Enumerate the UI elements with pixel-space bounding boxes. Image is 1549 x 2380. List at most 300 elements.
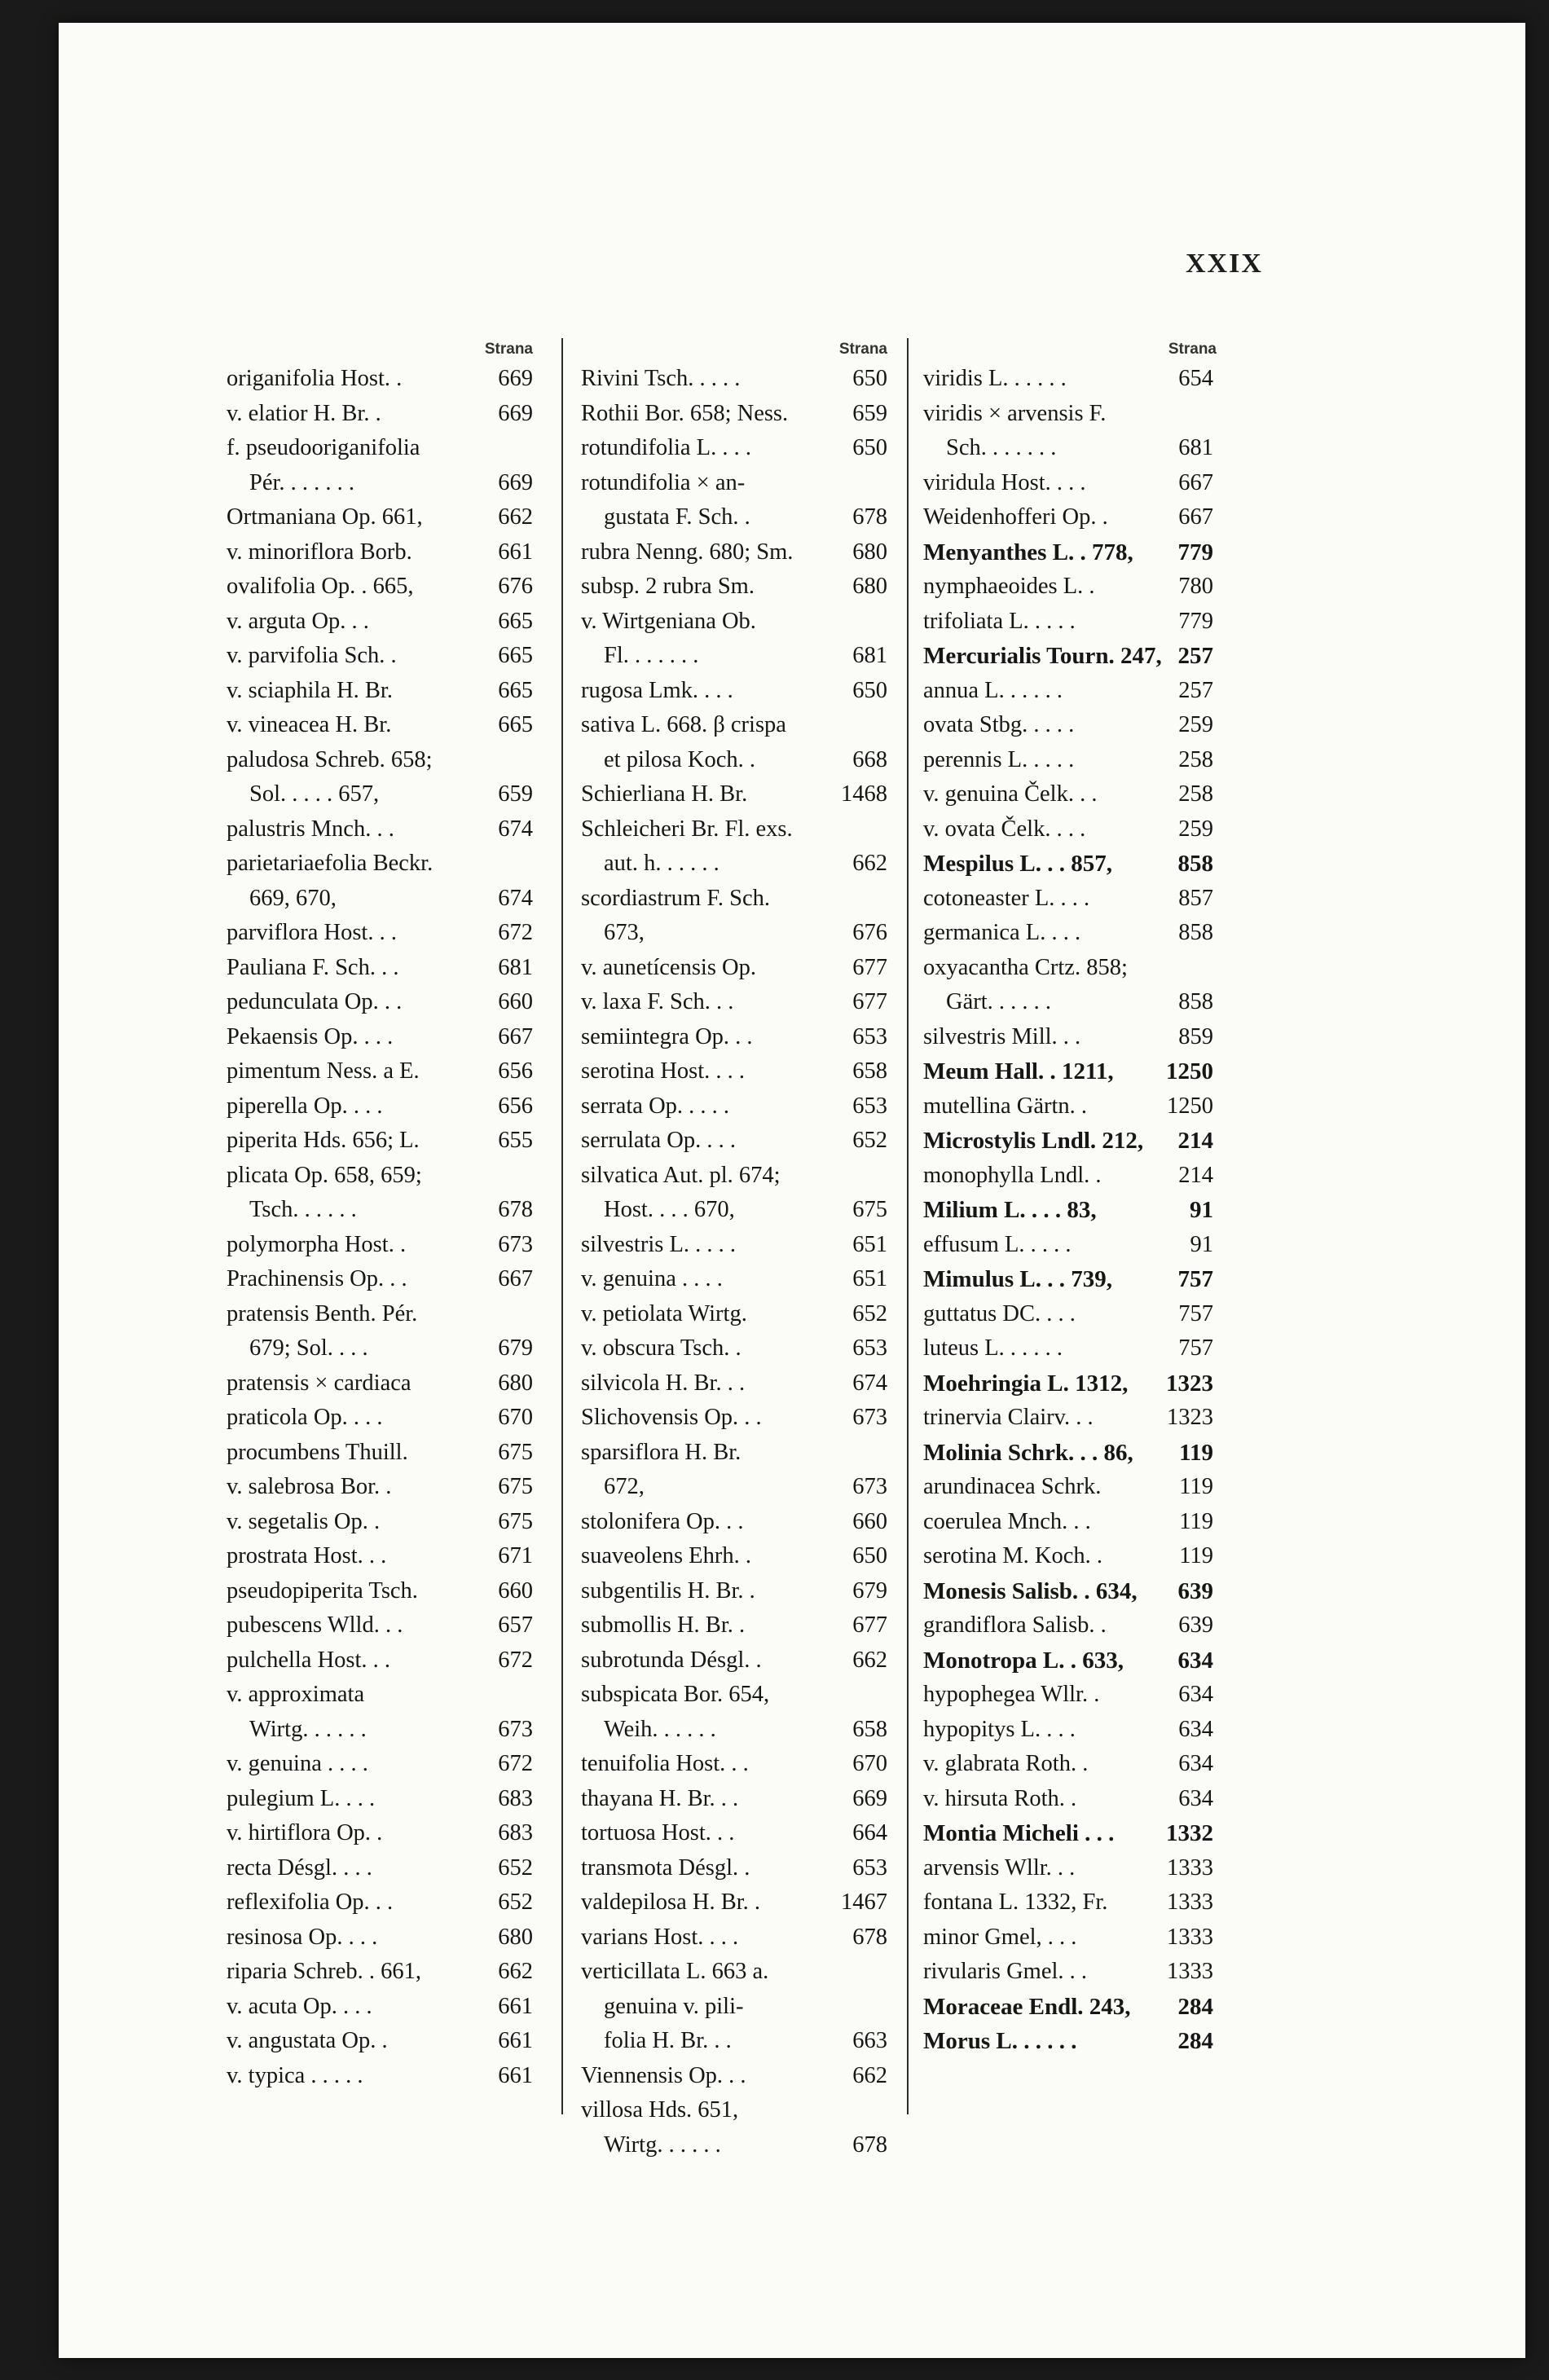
entry-name: rubra Nenng. 680; Sm. (581, 539, 794, 565)
entry-name: v. elatior H. Br. . (227, 400, 381, 426)
entry-name: plicata Op. 658, 659; (227, 1162, 422, 1188)
entry-name: ovalifolia Op. . 665, (227, 574, 414, 599)
entry-name: pseudopiperita Tsch. (227, 1577, 418, 1604)
entry-name: serotina Host. . . . (581, 1058, 746, 1084)
entry-name: Schierliana H. Br. (581, 781, 748, 807)
entry-name: cotoneaster L. . . . (923, 885, 1090, 911)
entry-name: Weih. . . . . . (604, 1716, 716, 1742)
entry-name: piperita Hds. 656; L. (227, 1128, 420, 1153)
entry-page-number: 683 (498, 1785, 533, 1811)
column-header: Strana (1168, 341, 1217, 358)
index-entry (581, 985, 891, 1020)
entry-name: v. parvifolia Sch. . (227, 643, 397, 668)
entry-name: Weidenhofferi Op. . (923, 504, 1108, 530)
entry-page-number: 678 (498, 1197, 533, 1222)
entry-name: Montia Micheli . . . (923, 1820, 1115, 1846)
entry-page-number: 680 (498, 1370, 533, 1396)
entry-name: v. genuina . . . . (581, 1266, 723, 1291)
entry-page-number: 1332 (1166, 1820, 1213, 1846)
entry-name: Ortmaniana Op. 661, (227, 504, 423, 530)
entry-page-number: 660 (498, 1577, 533, 1604)
entry-name: hypopitys L. . . . (923, 1716, 1076, 1742)
index-entry (581, 1816, 891, 1851)
entry-name: v. laxa F. Sch. . . (581, 989, 734, 1014)
index-entry (923, 605, 1217, 640)
entry-name: luteus L. . . . . . (923, 1335, 1063, 1361)
entry-name: transmota Désgl. . (581, 1854, 750, 1881)
index-entry (227, 882, 536, 917)
index-entry (923, 466, 1217, 501)
index-entry (581, 1851, 891, 1886)
entry-name: submollis H. Br. . (581, 1612, 746, 1638)
index-entry (581, 882, 891, 917)
entry-name: Viennensis Op. . . (581, 2062, 746, 2088)
index-entry (581, 1782, 891, 1817)
index-entry (227, 1020, 536, 1055)
entry-name: effusum L. . . . . (923, 1231, 1072, 1257)
index-entry (923, 1228, 1217, 1263)
entry-name: v. sciaphila H. Br. (227, 677, 393, 703)
entry-name: pulchella Host. . . (227, 1647, 391, 1673)
index-entry (923, 1020, 1217, 1055)
entry-name: guttatus DC. . . . (923, 1300, 1076, 1326)
entry-page-number: 284 (1177, 1993, 1213, 2020)
entry-page-number: 665 (498, 712, 533, 737)
entry-name: mutellina Gärtn. . (923, 1093, 1088, 1119)
entry-name: v. genuina . . . . (227, 1751, 368, 1776)
entry-page-number: 671 (498, 1543, 533, 1568)
entry-name: monophylla Lndl. . (923, 1162, 1102, 1188)
entry-page-number: 680 (852, 539, 887, 565)
entry-name: Rothii Bor. 658; Ness. (581, 400, 789, 426)
entry-page-number: 670 (498, 1405, 533, 1430)
index-entry (227, 1885, 536, 1920)
entry-name: Menyanthes L. . 778, (923, 539, 1133, 565)
entry-name: 669, 670, (249, 885, 337, 911)
entry-name: pubescens Wlld. . . (227, 1612, 403, 1638)
entry-page-number: 661 (498, 2028, 533, 2053)
entry-name: arvensis Wllr. . . (923, 1854, 1076, 1881)
entry-name: riparia Schreb. . 661, (227, 1959, 422, 1984)
index-entry (227, 1159, 536, 1194)
entry-page-number: 679 (852, 1577, 887, 1604)
entry-page-number: 675 (498, 1474, 533, 1499)
entry-page-number: 677 (852, 1612, 887, 1638)
entry-page-number: 653 (852, 1854, 887, 1881)
entry-page-number: 673 (852, 1474, 887, 1499)
index-entry (581, 2128, 891, 2163)
entry-name: Slichovensis Op. . . (581, 1405, 762, 1430)
index-entry (227, 1228, 536, 1263)
entry-page-number: 677 (852, 954, 887, 980)
entry-page-number: 91 (1190, 1231, 1213, 1257)
index-entry (581, 708, 891, 743)
index-entry (581, 1955, 891, 1990)
index-entry (227, 1262, 536, 1297)
entry-page-number: 662 (852, 851, 887, 876)
index-entry (581, 1608, 891, 1643)
entry-page-number: 675 (498, 1508, 533, 1534)
entry-name: v. approximata (227, 1682, 365, 1707)
entry-page-number: 634 (1178, 1716, 1213, 1742)
index-entry (581, 1747, 891, 1782)
entry-name: v. acuta Op. . . . (227, 1993, 372, 2019)
entry-page-number: 257 (1178, 677, 1213, 703)
entry-name: pratensis Benth. Pér. (227, 1300, 418, 1326)
entry-name: villosa Hds. 651, (581, 2097, 739, 2123)
entry-page-number: 653 (852, 1093, 887, 1119)
index-entry (227, 1054, 536, 1089)
entry-page-number: 214 (1178, 1162, 1213, 1188)
index-entry (227, 916, 536, 951)
entry-name: Monesis Salisb. . 634, (923, 1577, 1138, 1604)
entry-page-number: 259 (1178, 712, 1213, 737)
index-entry (227, 985, 536, 1020)
index-entry (581, 431, 891, 466)
entry-page-number: 669 (498, 469, 533, 495)
index-entry (923, 1851, 1217, 1886)
entry-name: rugosa Lmk. . . . (581, 677, 733, 703)
entry-page-number: 779 (1177, 539, 1213, 565)
genus-entry (923, 1124, 1217, 1159)
entry-name: Mimulus L. . . 739, (923, 1266, 1113, 1292)
genus-entry (923, 1643, 1217, 1678)
entry-name: palustris Mnch. . . (227, 816, 394, 842)
entry-page-number: 658 (852, 1058, 887, 1084)
entry-name: v. typica . . . . . (227, 2062, 363, 2088)
index-entry (923, 1089, 1217, 1124)
entry-name: v. minoriflora Borb. (227, 539, 412, 565)
entry-name: f. pseudooriganifolia (227, 435, 420, 460)
entry-page-number: 673 (498, 1716, 533, 1742)
index-entry (923, 431, 1217, 466)
entry-page-number: 665 (498, 643, 533, 668)
index-entry (581, 812, 891, 847)
index-entry (581, 535, 891, 570)
entry-page-number: 667 (498, 1023, 533, 1049)
entry-page-number: 672 (498, 1647, 533, 1673)
entry-page-number: 675 (498, 1439, 533, 1465)
index-entry (581, 1401, 891, 1436)
entry-name: 672, (604, 1474, 645, 1499)
index-entry (227, 1816, 536, 1851)
entry-page-number: 650 (852, 366, 887, 391)
entry-name: v. ovata Čelk. . . . (923, 816, 1086, 842)
index-entry (581, 1020, 891, 1055)
entry-page-number: 1333 (1167, 1959, 1213, 1984)
entry-page-number: 651 (852, 1266, 887, 1291)
entry-name: ovata Stbg. . . . . (923, 712, 1075, 737)
entry-page-number: 660 (498, 989, 533, 1014)
entry-name: viridis L. . . . . . (923, 366, 1067, 391)
entry-name: thayana H. Br. . . (581, 1785, 739, 1811)
entry-page-number: 680 (852, 574, 887, 599)
entry-name: v. hirsuta Roth. . (923, 1785, 1077, 1811)
index-entry (227, 1851, 536, 1886)
index-entry (581, 743, 891, 778)
entry-name: pratensis × cardiaca (227, 1370, 411, 1396)
index-entry (923, 708, 1217, 743)
entry-page-number: 859 (1178, 1023, 1213, 1049)
entry-page-number: 672 (498, 920, 533, 945)
entry-list (907, 362, 1217, 2059)
entry-page-number: 669 (498, 400, 533, 426)
entry-page-number: 663 (852, 2028, 887, 2053)
entry-name: verticillata L. 663 a. (581, 1959, 769, 1984)
entry-page-number: 662 (852, 1647, 887, 1673)
entry-name: Schleicheri Br. Fl. exs. (581, 816, 793, 842)
entry-name: v. arguta Op. . . (227, 608, 369, 634)
entry-page-number: 1323 (1166, 1370, 1213, 1397)
entry-page-number: 672 (498, 1751, 533, 1776)
index-entry (581, 1539, 891, 1574)
entry-name: tortuosa Host. . . (581, 1820, 735, 1845)
entry-page-number: 651 (852, 1231, 887, 1257)
entry-name: nymphaeoides L. . (923, 574, 1095, 599)
index-entry (923, 397, 1217, 432)
entry-list (227, 362, 536, 2093)
index-entry (581, 1228, 891, 1263)
entry-page-number: 674 (852, 1370, 887, 1396)
index-entry (581, 1920, 891, 1955)
entry-page-number: 652 (852, 1300, 887, 1326)
column-divider (561, 338, 563, 2114)
genus-entry (923, 535, 1217, 570)
entry-page-number: 779 (1178, 608, 1213, 634)
entry-page-number: 257 (1177, 643, 1213, 669)
entry-page-number: 673 (498, 1231, 533, 1257)
entry-name: sativa L. 668. β crispa (581, 712, 786, 737)
entry-page-number: 662 (498, 504, 533, 530)
entry-page-number: 674 (498, 816, 533, 842)
entry-name: prostrata Host. . . (227, 1543, 387, 1568)
index-entry (227, 1990, 536, 2025)
entry-page-number: 634 (1178, 1785, 1213, 1811)
entry-name: Tsch. . . . . . (249, 1197, 357, 1222)
entry-name: v. hirtiflora Op. . (227, 1820, 383, 1845)
index-entry (581, 1470, 891, 1505)
entry-page-number: 678 (852, 2131, 887, 2158)
entry-page-number: 681 (498, 954, 533, 980)
index-entry (581, 2024, 891, 2059)
index-entry (581, 1262, 891, 1297)
entry-page-number: 662 (498, 1959, 533, 1984)
entry-page-number: 670 (852, 1751, 887, 1776)
entry-name: hypophegea Wllr. . (923, 1682, 1100, 1707)
entry-page-number: 119 (1179, 1474, 1213, 1499)
index-entry (581, 1331, 891, 1366)
index-entry (227, 812, 536, 847)
index-entry (581, 1366, 891, 1401)
entry-name: 679; Sol. . . . (249, 1335, 368, 1361)
entry-page-number: 1468 (841, 781, 887, 807)
entry-page-number: 1323 (1167, 1405, 1213, 1430)
entry-name: v. aunetícensis Op. (581, 954, 757, 980)
index-entry (581, 951, 891, 986)
entry-page-number: 634 (1177, 1647, 1213, 1674)
index-entry (923, 570, 1217, 605)
entry-name: Mercurialis Tourn. 247, (923, 643, 1162, 669)
index-entry (923, 1955, 1217, 1990)
entry-page-number: 1467 (841, 1889, 887, 1915)
entry-name: v. Wirtgeniana Ob. (581, 608, 756, 634)
entry-page-number: 680 (498, 1924, 533, 1950)
entry-page-number: 681 (852, 643, 887, 668)
index-entry (581, 777, 891, 812)
entry-name: parietariaefolia Beckr. (227, 851, 433, 876)
index-entry (227, 1193, 536, 1228)
entry-name: subspicata Bor. 654, (581, 1682, 770, 1707)
entry-name: serrulata Op. . . . (581, 1128, 736, 1153)
entry-name: trinervia Clairv. . . (923, 1405, 1094, 1430)
entry-page-number: 258 (1178, 746, 1213, 772)
entry-name: v. genuina Čelk. . . (923, 781, 1098, 807)
entry-page-number: 668 (852, 746, 887, 772)
page-number: XXIX (1186, 249, 1263, 279)
index-entry (923, 674, 1217, 709)
entry-name: silvatica Aut. pl. 674; (581, 1162, 781, 1188)
entry-name: viridula Host. . . . (923, 469, 1086, 495)
entry-name: v. angustata Op. . (227, 2028, 388, 2053)
genus-entry (923, 1262, 1217, 1297)
entry-page-number: 658 (852, 1716, 887, 1742)
index-entry (923, 1782, 1217, 1817)
entry-name: v. salebrosa Bor. . (227, 1474, 392, 1499)
index-entry (227, 1366, 536, 1401)
genus-entry (923, 1054, 1217, 1089)
entry-name: aut. h. . . . . . (604, 851, 719, 876)
entry-page-number: 662 (852, 2062, 887, 2088)
index-entry (227, 1470, 536, 1505)
entry-page-number: 757 (1178, 1335, 1213, 1361)
entry-page-number: 91 (1190, 1197, 1213, 1223)
index-entry (227, 1089, 536, 1124)
entry-name: Sol. . . . . 657, (249, 781, 380, 807)
entry-name: subrotunda Désgl. . (581, 1647, 762, 1673)
index-entry (227, 535, 536, 570)
entry-name: v. vineacea H. Br. (227, 712, 392, 737)
index-entry (923, 1331, 1217, 1366)
entry-page-number: 655 (498, 1128, 533, 1153)
entry-page-number: 669 (498, 366, 533, 391)
entry-page-number: 673 (852, 1405, 887, 1430)
entry-name: Moraceae Endl. 243, (923, 1993, 1131, 2020)
entry-name: gustata F. Sch. . (604, 504, 750, 530)
genus-entry (923, 1193, 1217, 1228)
index-entry (923, 1539, 1217, 1574)
entry-name: grandiflora Salisb. . (923, 1612, 1107, 1638)
index-entry (923, 500, 1217, 535)
entry-name: et pilosa Koch. . (604, 746, 756, 772)
entry-name: Gärt. . . . . . (946, 989, 1052, 1014)
entry-page-number: 661 (498, 539, 533, 565)
entry-page-number: 674 (498, 885, 533, 911)
entry-page-number: 857 (1178, 885, 1213, 911)
entry-page-number: 659 (498, 781, 533, 807)
entry-name: trifoliata L. . . . . (923, 608, 1076, 634)
entry-name: v. glabrata Roth. . (923, 1751, 1089, 1776)
entry-page-number: 634 (1178, 1682, 1213, 1707)
entry-name: sparsiflora H. Br. (581, 1439, 741, 1465)
entry-name: reflexifolia Op. . . (227, 1889, 394, 1915)
index-entry (227, 743, 536, 778)
index-entry (923, 743, 1217, 778)
index-entry (227, 847, 536, 882)
index-entry (581, 639, 891, 674)
entry-name: arundinacea Schrk. (923, 1474, 1102, 1499)
index-entry (923, 1920, 1217, 1955)
entry-page-number: 676 (852, 920, 887, 945)
index-entry (227, 1920, 536, 1955)
entry-page-number: 654 (1178, 366, 1213, 391)
entry-page-number: 669 (852, 1785, 887, 1811)
entry-name: subsp. 2 rubra Sm. (581, 574, 755, 599)
index-entry (923, 1678, 1217, 1713)
index-entry (227, 2024, 536, 2059)
entry-name: silvicola H. Br. . . (581, 1370, 746, 1396)
entry-page-number: 665 (498, 677, 533, 703)
entry-name: silvestris Mill. . . (923, 1023, 1081, 1049)
index-entry (581, 1436, 891, 1471)
index-entry (581, 916, 891, 951)
entry-name: polymorpha Host. . (227, 1231, 407, 1257)
index-entry (227, 1643, 536, 1678)
genus-entry (923, 2024, 1217, 2059)
index-entry (923, 777, 1217, 812)
index-entry (227, 1124, 536, 1159)
index-entry (923, 951, 1217, 986)
entry-name: minor Gmel, . . . (923, 1924, 1077, 1950)
index-entry (923, 362, 1217, 397)
entry-page-number: 1333 (1167, 1889, 1213, 1915)
column-header: Strana (838, 341, 887, 358)
index-column-3 (907, 341, 1217, 2059)
entry-page-number: 661 (498, 2062, 533, 2088)
entry-name: folia H. Br. . . (604, 2028, 732, 2053)
index-entry (581, 466, 891, 501)
index-entry (923, 1401, 1217, 1436)
index-entry (581, 1885, 891, 1920)
entry-page-number: 757 (1178, 1300, 1213, 1326)
index-entry (923, 1885, 1217, 1920)
entry-name: v. segetalis Op. . (227, 1508, 381, 1534)
entry-page-number: 858 (1178, 920, 1213, 945)
entry-page-number: 757 (1177, 1266, 1213, 1292)
index-entry (923, 985, 1217, 1020)
entry-name: serrata Op. . . . . (581, 1093, 730, 1119)
index-entry (227, 1505, 536, 1540)
entry-name: Mespilus L. . . 857, (923, 851, 1113, 877)
entry-name: serotina M. Koch. . (923, 1543, 1103, 1568)
entry-page-number: 656 (498, 1058, 533, 1084)
entry-page-number: 667 (1178, 504, 1213, 530)
index-entry (227, 397, 536, 432)
index-entry (227, 1782, 536, 1817)
entry-name: Pér. . . . . . . (249, 469, 355, 495)
index-entry (227, 1297, 536, 1332)
index-entry (581, 1159, 891, 1194)
index-entry (227, 951, 536, 986)
entry-page-number: 678 (852, 1924, 887, 1950)
entry-list (581, 362, 891, 2162)
entry-page-number: 659 (852, 400, 887, 426)
index-entry (581, 674, 891, 709)
entry-name: annua L. . . . . . (923, 677, 1063, 703)
index-entry (227, 1608, 536, 1643)
entry-name: pulegium L. . . . (227, 1785, 376, 1811)
entry-name: scordiastrum F. Sch. (581, 885, 771, 911)
index-entry (581, 1713, 891, 1748)
